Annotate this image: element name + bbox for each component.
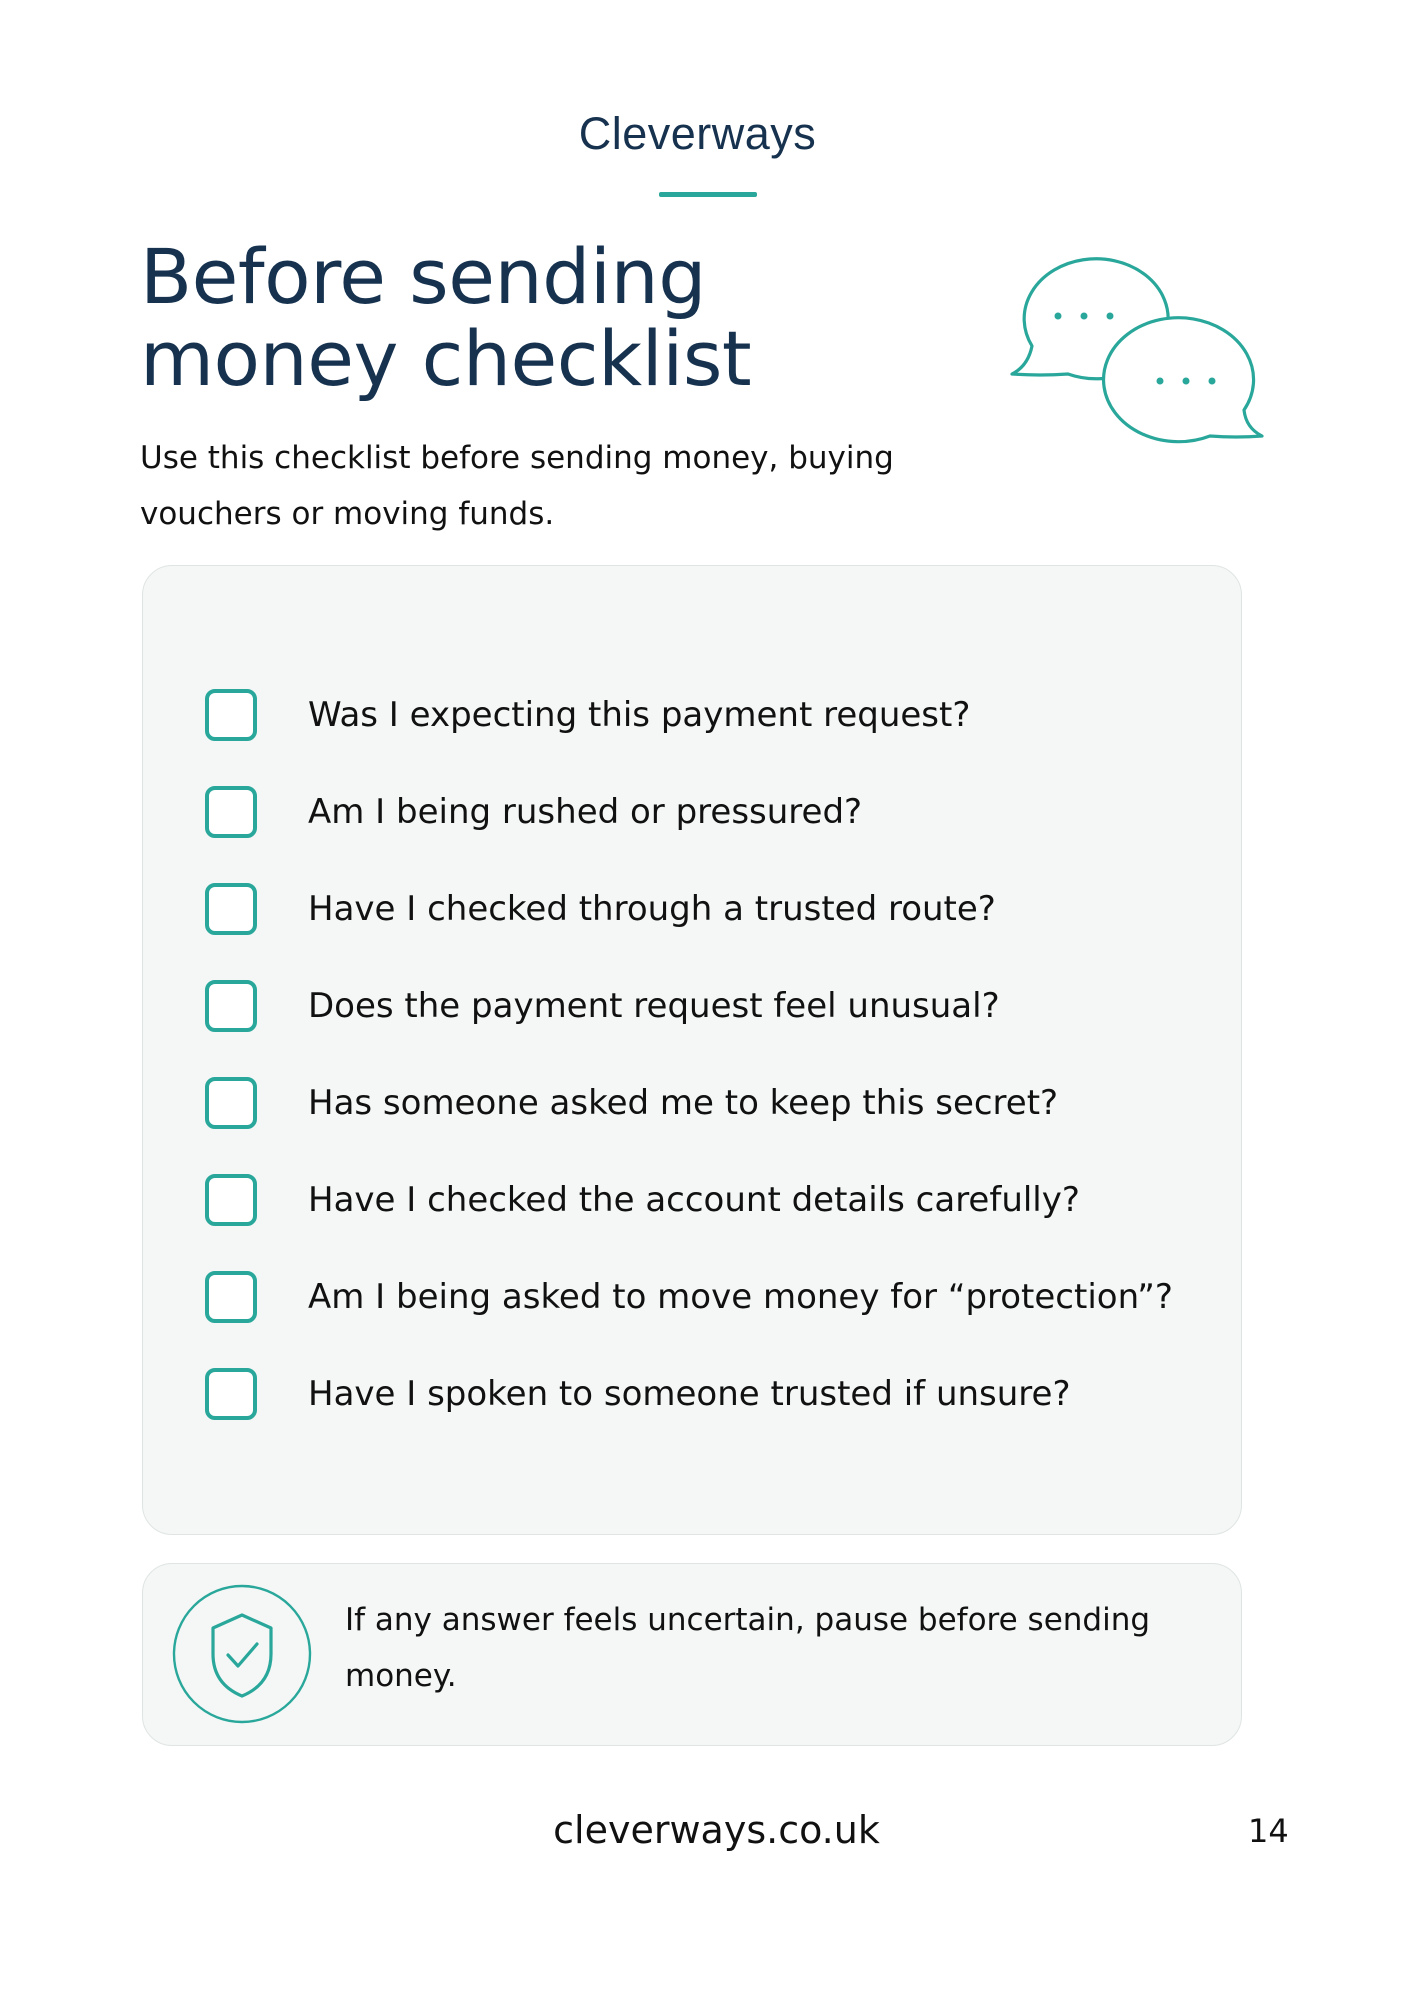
brand-underline (659, 192, 757, 197)
checklist-item[interactable] (205, 879, 1205, 939)
chat-bubbles-icon (1000, 228, 1280, 448)
checklist-item-label: Have I spoken to someone trusted if unsure? (308, 1374, 1071, 1414)
page-title-line-2: money checklist (140, 314, 752, 403)
checklist-item-label: Am I being asked to move money for “protection”? (308, 1277, 1173, 1317)
checklist-item-label: Does the payment request feel unusual? (308, 986, 1000, 1026)
checklist-item[interactable] (205, 1073, 1205, 1133)
brand-name: Cleverways (578, 108, 817, 159)
checklist-item[interactable] (205, 685, 1205, 745)
page-number: 14 (1248, 1812, 1289, 1850)
checklist-item[interactable] (205, 782, 1205, 842)
checkbox[interactable] (205, 1174, 257, 1226)
checkbox[interactable] (205, 1271, 257, 1323)
checklist-item-label: Was I expecting this payment request? (308, 695, 971, 735)
notice-panel (142, 1563, 1242, 1746)
checklist-item[interactable] (205, 1170, 1205, 1230)
checkbox[interactable] (205, 786, 257, 838)
footer-url[interactable]: cleverways.co.uk (553, 1808, 880, 1852)
checkbox[interactable] (205, 980, 257, 1032)
checkbox[interactable] (205, 883, 257, 935)
checklist-item[interactable] (205, 1267, 1205, 1327)
checkbox[interactable] (205, 1077, 257, 1129)
page-title (140, 232, 752, 403)
checkbox[interactable] (205, 689, 257, 741)
checklist-item-label: Have I checked the account details carefully? (308, 1180, 1080, 1220)
shield-check-icon (171, 1583, 313, 1725)
checklist-item-label: Have I checked through a trusted route? (308, 889, 996, 929)
checklist-item-label: Am I being rushed or pressured? (308, 792, 863, 832)
checkbox[interactable] (205, 1368, 257, 1420)
checklist-item[interactable] (205, 976, 1205, 1036)
checklist-panel (142, 565, 1242, 1535)
page-title-line-1: Before sending (140, 232, 706, 321)
checklist-item[interactable] (205, 1364, 1205, 1424)
checklist-item-label: Has someone asked me to keep this secret? (308, 1083, 1059, 1123)
notice-text: If any answer feels uncertain, pause before sending money. (345, 1602, 1151, 1694)
intro-text: Use this checklist before sending money, buying vouchers or moving funds. (140, 440, 894, 532)
